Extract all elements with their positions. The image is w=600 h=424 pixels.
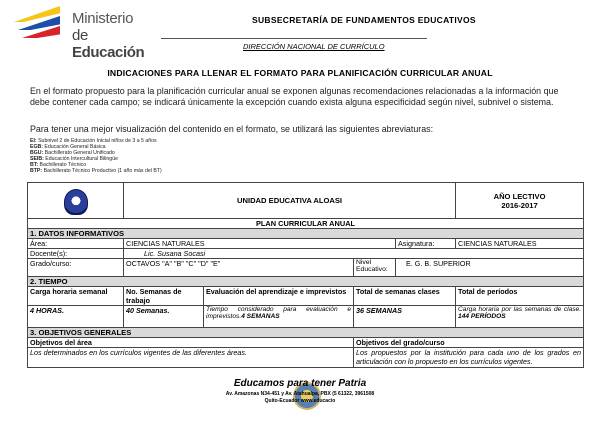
objetivos-grado-label: Objetivos del grado/curso bbox=[354, 338, 584, 348]
header-divider bbox=[161, 38, 427, 39]
periodos-value: Carga horaria por las semanas de clase. 144 PERÍODOS bbox=[456, 306, 584, 328]
grado-value: OCTAVOS "A" "B" "C" "D" "E" bbox=[124, 259, 354, 277]
nivel-value: E. G. B. SUPERIOR bbox=[396, 259, 584, 277]
intro-paragraph-2: Para tener una mejor visualización del contenido en el formato, se utilizará las siguientes abreviaturas: bbox=[30, 124, 434, 134]
direccion-subtitle: DIRECCIÓN NACIONAL DE CURRÍCULO bbox=[243, 42, 385, 51]
footer-slogan: Educamos para tener Patria bbox=[233, 378, 367, 389]
anio-lectivo: AÑO LECTIVO 2016-2017 bbox=[456, 183, 584, 219]
nivel-label: Nivel Educativo: bbox=[354, 259, 396, 277]
asignatura-label: Asignatura: bbox=[396, 239, 456, 249]
abbreviations-list bbox=[30, 139, 162, 174]
ministerio-logo bbox=[14, 6, 154, 61]
logo-line2: de Educación bbox=[72, 27, 145, 61]
subsecretaria-title: SUBSECRETARÍA DE FUNDAMENTOS EDUCATIVOS bbox=[252, 15, 476, 25]
instructions-title: INDICACIONES PARA LLENAR EL FORMATO PARA PLANIFICACIÓN CURRICULAR ANUAL bbox=[107, 68, 493, 78]
abbr-item: EI: Subnivel 2 de Educación Inicial niños de 3 a 5 años bbox=[30, 138, 157, 144]
section-objetivos: 3. OBJETIVOS GENERALES bbox=[28, 328, 584, 338]
docente-value: Lic. Susana Socasi bbox=[124, 249, 584, 259]
carga-value: 4 HORAS. bbox=[28, 306, 124, 328]
plan-title: PLAN CURRICULAR ANUAL bbox=[28, 219, 584, 229]
header-carga-horaria: Carga horaria semanal bbox=[28, 287, 124, 306]
abbr-item: EGB: Educación General Básica bbox=[30, 143, 106, 150]
objetivos-area-label: Objetivos del área bbox=[28, 338, 354, 348]
section-tiempo: 2. TIEMPO bbox=[28, 277, 584, 287]
header-evaluacion: Evaluación del aprendizaje e imprevistos bbox=[204, 287, 354, 306]
header-semanas: No. Semanas de trabajo bbox=[124, 287, 204, 306]
abbr-item: BTP: Bachillerato Técnico Productivo (1 año más del BT) bbox=[30, 167, 162, 174]
area-label: Área: bbox=[28, 239, 124, 249]
abbr-item: BGU: Bachillerato General Unificado bbox=[30, 149, 115, 156]
section-datos-informativos: 1. DATOS INFORMATIVOS bbox=[28, 229, 584, 239]
abbr-item: BT: Bachillerato Técnico bbox=[30, 161, 87, 168]
plan-curricular-table bbox=[27, 182, 584, 368]
asignatura-value: CIENCIAS NATURALES bbox=[456, 239, 584, 249]
header-total-semanas: Total de semanas clases bbox=[354, 287, 456, 306]
total-semanas-value: 36 SEMANAS bbox=[354, 306, 456, 328]
footer-address: Av. Amazonas N34-451 y Av. Atahualpa, PBX (5 61322, 3961508 Quito-Ecuador www.educacio bbox=[225, 391, 375, 404]
abbr-item: SEIB: Educación Intercultural Bilingüe bbox=[30, 155, 118, 162]
semanas-value: 40 Semanas. bbox=[124, 306, 204, 328]
intro-paragraph: En el formato propuesto para la planificación curricular anual se exponen algunas recomendaciones relacionadas a la información que debe contener cada campo; se indicará únicamente la excepción cuando exista alguna especificidad según nivel, subnivel o sistema. bbox=[30, 86, 559, 107]
school-crest-icon bbox=[64, 189, 88, 215]
objetivos-grado-text: Los propuestos por la institución para cada uno de los grados en articulación con lo propuesto en los currículos vigentes. bbox=[354, 348, 584, 368]
header-total-periodos: Total de períodos bbox=[456, 287, 584, 306]
school-logo-cell bbox=[28, 183, 124, 219]
docente-label: Docente(s): bbox=[28, 249, 124, 259]
evaluacion-value: Tiempo considerado para evaluación e imprevistos.4 SEMANAS bbox=[204, 306, 354, 328]
logo-line1: Ministerio bbox=[72, 10, 134, 27]
area-value: CIENCIAS NATURALES bbox=[124, 239, 396, 249]
unidad-educativa: UNIDAD EDUCATIVA ALOASI bbox=[124, 183, 456, 219]
objetivos-area-text: Los determinados en los currículos vigentes de las diferentes áreas. bbox=[28, 348, 354, 368]
grado-label: Grado/curso: bbox=[28, 259, 124, 277]
